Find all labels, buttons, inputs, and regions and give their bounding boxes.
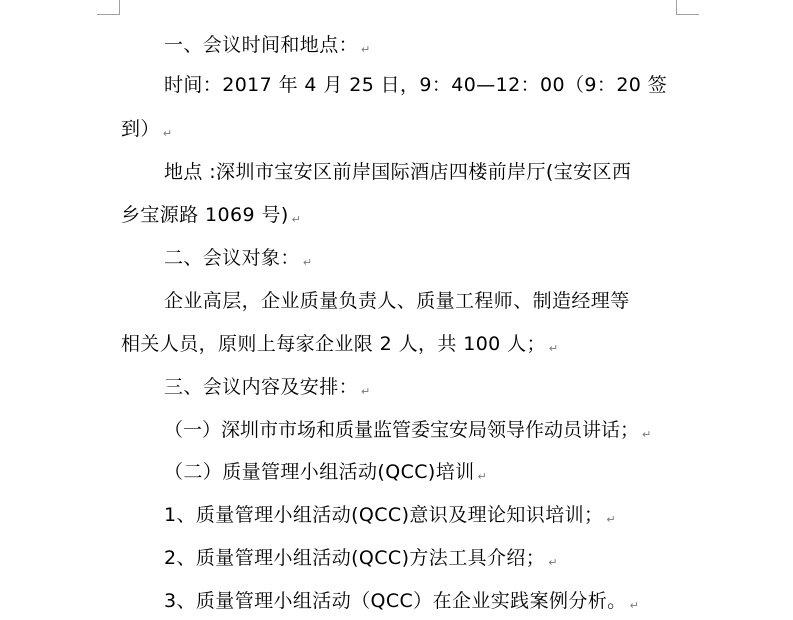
attendees-line-continued: 相关人员，原则上每家企业限 2 人，共 100 人； ↵ — [121, 333, 559, 355]
heading-attendees: 二、会议对象： ↵ — [164, 247, 313, 269]
time-line-continued: 到） ↵ — [121, 118, 173, 140]
attendees-line: 企业高层，企业质量负责人、质量工程师、制造经理等 — [164, 290, 630, 312]
paragraph-mark-icon: ↵ — [606, 513, 617, 526]
agenda-subitem-3: 3、质量管理小组活动（QCC）在企业实践案例分析。 ↵ — [164, 590, 640, 612]
paragraph-mark-icon: ↵ — [302, 256, 313, 269]
agenda-subitem-2: 2、质量管理小组活动(QCC)方法工具介绍； ↵ — [164, 547, 558, 569]
margin-corner-top-right — [676, 0, 699, 15]
margin-corner-top-left — [97, 0, 120, 15]
agenda-item-1: （一）深圳市市场和质量监管委宝安局领导作动员讲话； ↵ — [164, 419, 652, 441]
agenda-subitem-1: 1、质量管理小组活动(QCC)意识及理论知识培训； ↵ — [164, 504, 617, 526]
time-line: 时间：2017 年 4 月 25 日，9：40—12：00（9：20 签 — [164, 74, 668, 96]
paragraph-mark-icon: ↵ — [361, 385, 371, 398]
agenda-item-2: （二）质量管理小组活动(QCC)培训 ↵ — [164, 461, 488, 483]
place-line: 地点 :深圳市宝安区前岸国际酒店四楼前岸厅(宝安区西 — [164, 161, 632, 183]
paragraph-mark-icon: ↵ — [361, 43, 371, 56]
paragraph-mark-icon: ↵ — [548, 342, 559, 355]
paragraph-mark-icon: ↵ — [642, 428, 652, 441]
heading-time-place: 一、会议时间和地点： ↵ — [164, 34, 371, 56]
paragraph-mark-icon: ↵ — [291, 213, 302, 226]
paragraph-mark-icon: ↵ — [629, 599, 640, 612]
heading-agenda: 三、会议内容及安排： ↵ — [164, 376, 371, 398]
place-line-continued: 乡宝源路 1069 号) ↵ — [121, 204, 302, 226]
paragraph-mark-icon: ↵ — [477, 470, 488, 483]
paragraph-mark-icon: ↵ — [548, 556, 558, 569]
paragraph-mark-icon: ↵ — [162, 127, 173, 140]
